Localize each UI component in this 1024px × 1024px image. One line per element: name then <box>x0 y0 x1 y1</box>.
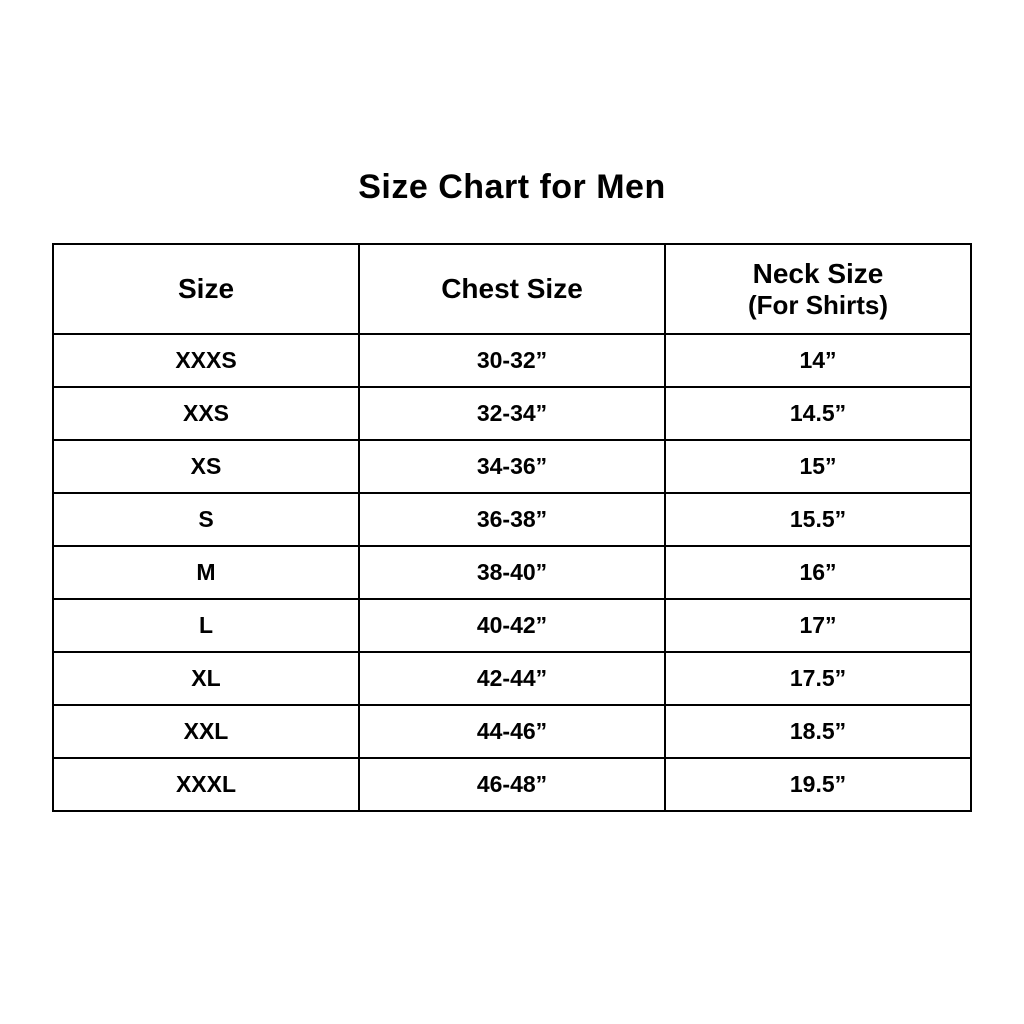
table-row <box>53 705 971 758</box>
neck-cell: 16” <box>665 546 971 599</box>
size-cell: XS <box>53 440 359 493</box>
table-header <box>53 244 971 334</box>
size-cell: XXXL <box>53 758 359 811</box>
neck-cell: 14” <box>665 334 971 387</box>
neck-cell: 19.5” <box>665 758 971 811</box>
chest-cell: 42-44” <box>359 652 665 705</box>
size-cell: L <box>53 599 359 652</box>
column-header-size: Size <box>53 244 359 334</box>
chest-cell: 36-38” <box>359 493 665 546</box>
column-header-neck-line1: Neck Size <box>752 257 884 289</box>
chest-cell: 30-32” <box>359 334 665 387</box>
size-cell: XXXS <box>53 334 359 387</box>
table-row <box>53 334 971 387</box>
size-cell: XXS <box>53 387 359 440</box>
chest-cell: 34-36” <box>359 440 665 493</box>
neck-cell: 14.5” <box>665 387 971 440</box>
table-header-row <box>53 244 971 334</box>
size-cell: XL <box>53 652 359 705</box>
table-row <box>53 493 971 546</box>
page-title: Size Chart for Men <box>358 168 666 206</box>
chest-cell: 38-40” <box>359 546 665 599</box>
chest-cell: 40-42” <box>359 599 665 652</box>
neck-cell: 15” <box>665 440 971 493</box>
chest-cell: 32-34” <box>359 387 665 440</box>
neck-cell: 15.5” <box>665 493 971 546</box>
column-header-neck <box>665 244 971 334</box>
table-row <box>53 546 971 599</box>
size-cell: M <box>53 546 359 599</box>
size-cell: S <box>53 493 359 546</box>
table-row <box>53 599 971 652</box>
neck-cell: 17” <box>665 599 971 652</box>
column-header-neck-line2: (For Shirts) <box>747 290 889 321</box>
size-chart-table <box>52 243 972 812</box>
column-header-chest: Chest Size <box>359 244 665 334</box>
table-row <box>53 758 971 811</box>
table-row <box>53 387 971 440</box>
neck-cell: 18.5” <box>665 705 971 758</box>
table-row <box>53 652 971 705</box>
table-row <box>53 440 971 493</box>
chest-cell: 44-46” <box>359 705 665 758</box>
neck-cell: 17.5” <box>665 652 971 705</box>
table-body <box>53 334 971 811</box>
chest-cell: 46-48” <box>359 758 665 811</box>
size-cell: XXL <box>53 705 359 758</box>
